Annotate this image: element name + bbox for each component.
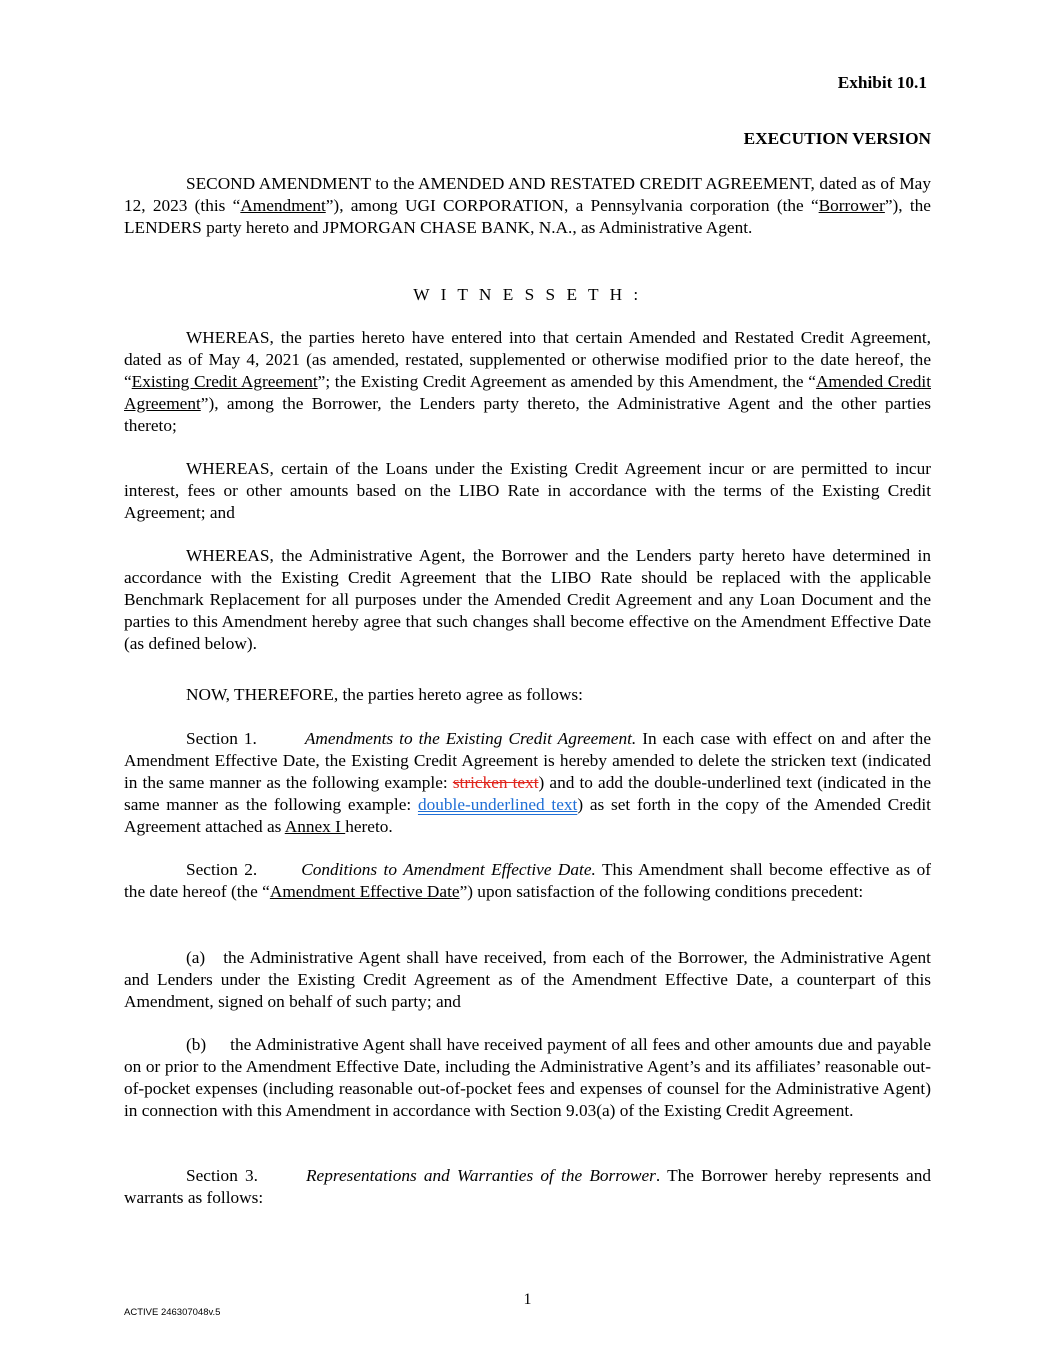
section-2-title: Conditions to Amendment Effective Date.: [301, 860, 596, 879]
amended-credit-agreement-term: Amended Credit Agreement: [124, 372, 931, 413]
amendment-defined-term: Amendment: [240, 196, 326, 215]
borrower-defined-term: Borrower: [818, 196, 885, 215]
section-3-number: Section 3.: [186, 1166, 258, 1185]
amendment-effective-date-term: Amendment Effective Date: [269, 882, 460, 901]
page-number: 1: [523, 1291, 532, 1308]
section-1-title: Amendments to the Existing Credit Agreement.: [304, 729, 637, 748]
section-2-number: Section 2.: [186, 860, 258, 879]
whereas-paragraph-1: WHEREAS, the parties hereto have entered into that certain Amended and Restated Credit Agreement, dated as of May 4, 2021 (as amended, restated, supplemented or otherwise modified prior to the date hereof, the “Existing Credit Agreement”; the Existing Credit Agreement as amended by this Amendment, the “Amended Credit Agreement”), among the Borrower, the Lenders party thereto, the Administrative Agent and the other parties thereto;: [124, 328, 931, 435]
section-2-paragraph: Section 2. Conditions to Amendment Effective Date. This Amendment shall become effective as of the date hereof (the “Amendment Effective Date”) upon satisfaction of the following conditions precedent:: [124, 860, 932, 901]
section-3-paragraph: Section 3. Representations and Warranties of the Borrower. The Borrower hereby represents and warrants as follows:: [124, 1166, 931, 1207]
existing-credit-agreement-term: Existing Credit Agreement: [131, 372, 318, 391]
annex-i-reference: Annex I: [284, 817, 346, 836]
condition-a-paragraph: (a) the Administrative Agent shall have received, from each of the Borrower, the Administrative Agent and Lenders under the Existing Credit Agreement as of the Amendment Effective Date, a counterpart of this Amendment, signed on behalf of such party; and: [124, 948, 931, 1011]
execution-version-label: EXECUTION VERSION: [743, 129, 931, 148]
condition-b-paragraph: (b) the Administrative Agent shall have received payment of all fees and other amounts due and payable on or prior to the Amendment Effective Date, including the Administrative Agent’s and its affiliates’ reasonable out-of-pocket expenses (including reasonable out-of-pocket fees and expenses of counsel for the Administrative Agent) in connection with this Amendment in accordance with Section 9.03(a) of the Existing Credit Agreement.: [124, 1035, 931, 1120]
exhibit-label: Exhibit 10.1: [837, 73, 927, 92]
whereas-paragraph-2: WHEREAS, certain of the Loans under the Existing Credit Agreement incur or are permitted to incur interest, fees or other amounts based on the LIBO Rate in accordance with the terms of the Existing Credit Agreement; and: [124, 459, 931, 522]
condition-b-label: (b): [186, 1035, 207, 1054]
witnesseth-heading: W I T N E S S E T H :: [413, 285, 642, 304]
section-3-title: Representations and Warranties of the Borrower: [306, 1166, 656, 1185]
document-id-footer: ACTIVE 246307048v.5: [124, 1307, 221, 1318]
now-therefore-paragraph: NOW, THEREFORE, the parties hereto agree as follows:: [186, 685, 583, 704]
intro-paragraph: SECOND AMENDMENT to the AMENDED AND RESTATED CREDIT AGREEMENT, dated as of May 12, 2023 (this “Amendment”), among UGI CORPORATION, a Pennsylvania corporation (the “Borrower”), the LENDERS party hereto and JPMORGAN CHASE BANK, N.A., as Administrative Agent.: [124, 174, 931, 237]
stricken-text-example: stricken text: [452, 773, 539, 792]
section-1-number: Section 1.: [186, 729, 257, 748]
section-1-paragraph: Section 1. Amendments to the Existing Credit Agreement. In each case with effect on and after the Amendment Effective Date, the Existing Credit Agreement is hereby amended to delete the stricken text (indicated in the same manner as the following example: stricken text) and to add the double-underlined text (indicated in the same manner as the following example: double-underlined text) as set forth in the copy of the Amended Credit Agreement attached as Annex I hereto.: [124, 729, 931, 836]
condition-a-label: (a): [186, 948, 206, 967]
double-underlined-text-example: double-underlined text: [417, 795, 578, 814]
whereas-paragraph-3: WHEREAS, the Administrative Agent, the Borrower and the Lenders party hereto have determined in accordance with the Existing Credit Agreement that the LIBO Rate should be replaced with the applicable Benchmark Replacement for all purposes under the Amended Credit Agreement and any Loan Document and the parties to this Amendment hereby agree that such changes shall become effective on the Amendment Effective Date (as defined below).: [124, 546, 931, 653]
